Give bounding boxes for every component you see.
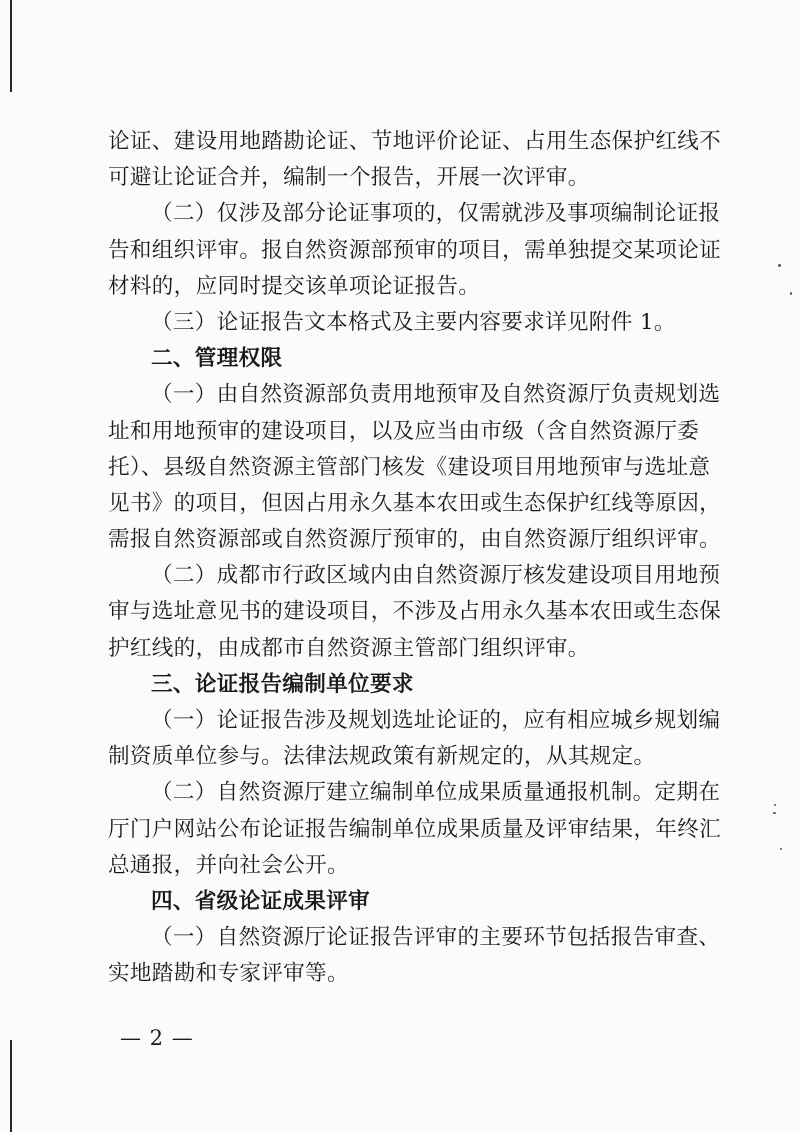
body-line: 见书》的项目，但因占用永久基本农田或生态保护红线等原因， bbox=[108, 490, 722, 516]
body-line: 厅门户网站公布论证报告编制单位成果质量及评审结果，年终汇 bbox=[108, 816, 722, 842]
body-line: （一）论证报告涉及规划选址论证的，应有相应城乡规划编 bbox=[151, 708, 721, 733]
body-line: （二）仅涉及部分论证事项的，仅需就涉及事项编制论证报 bbox=[151, 201, 721, 227]
body-line: 告和组织评审。报自然资源部预审的项目，需单独提交某项论证 bbox=[108, 237, 722, 263]
scan-edge-bottom bbox=[10, 1040, 12, 1132]
body-line: 材料的，应同时提交该单项论证报告。 bbox=[108, 273, 481, 299]
page-number: — 2 — bbox=[120, 1026, 194, 1050]
body-line: 审与选址意见书的建设项目，不涉及占用永久基本农田或生态保 bbox=[108, 599, 722, 625]
body-line: 址和用地预审的建设项目，以及应当由市级（含自然资源厅委 bbox=[108, 418, 700, 444]
body-line: 制资质单位参与。法律法规政策有新规定的，从其规定。 bbox=[108, 744, 656, 770]
scan-speck bbox=[773, 812, 776, 814]
scan-speck bbox=[780, 848, 782, 850]
scan-speck bbox=[774, 804, 776, 806]
body-line: 托）、县级自然资源主管部门核发《建设项目用地预审与选址意 bbox=[108, 454, 711, 480]
body-line: 可避让论证合并，编制一个报告，开展一次评审。 bbox=[108, 165, 590, 191]
section-heading: 三、论证报告编制单位要求 bbox=[151, 671, 414, 697]
body-line: （二）成都市行政区域内由自然资源厅核发建设项目用地预 bbox=[151, 563, 721, 589]
body-line: 论证、建设用地踏勘论证、节地评价论证、占用生态保护红线不 bbox=[108, 129, 722, 154]
section-heading: 四、省级论证成果评审 bbox=[151, 888, 370, 914]
document-body bbox=[108, 124, 722, 993]
scan-speck bbox=[778, 264, 781, 267]
body-line: 护红线的，由成都市自然资源主管部门组织评审。 bbox=[108, 635, 590, 661]
scan-edge-top bbox=[10, 0, 12, 92]
body-line: （一）自然资源厅论证报告评审的主要环节包括报告审查、 bbox=[151, 925, 721, 951]
body-line: （二）自然资源厅建立编制单位成果质量通报机制。定期在 bbox=[151, 780, 721, 806]
body-line: （三）论证报告文本格式及主要内容要求详见附件 1。 bbox=[151, 309, 676, 335]
body-line: 总通报，并向社会公开。 bbox=[108, 852, 349, 878]
section-heading: 二、管理权限 bbox=[151, 346, 283, 372]
scan-speck bbox=[790, 292, 792, 295]
body-line: 需报自然资源部或自然资源厅预审的，由自然资源厅组织评审。 bbox=[108, 527, 722, 553]
body-line: 实地踏勘和专家评审等。 bbox=[108, 961, 349, 987]
body-line: （一）由自然资源部负责用地预审及自然资源厅负责规划选 bbox=[151, 382, 721, 408]
